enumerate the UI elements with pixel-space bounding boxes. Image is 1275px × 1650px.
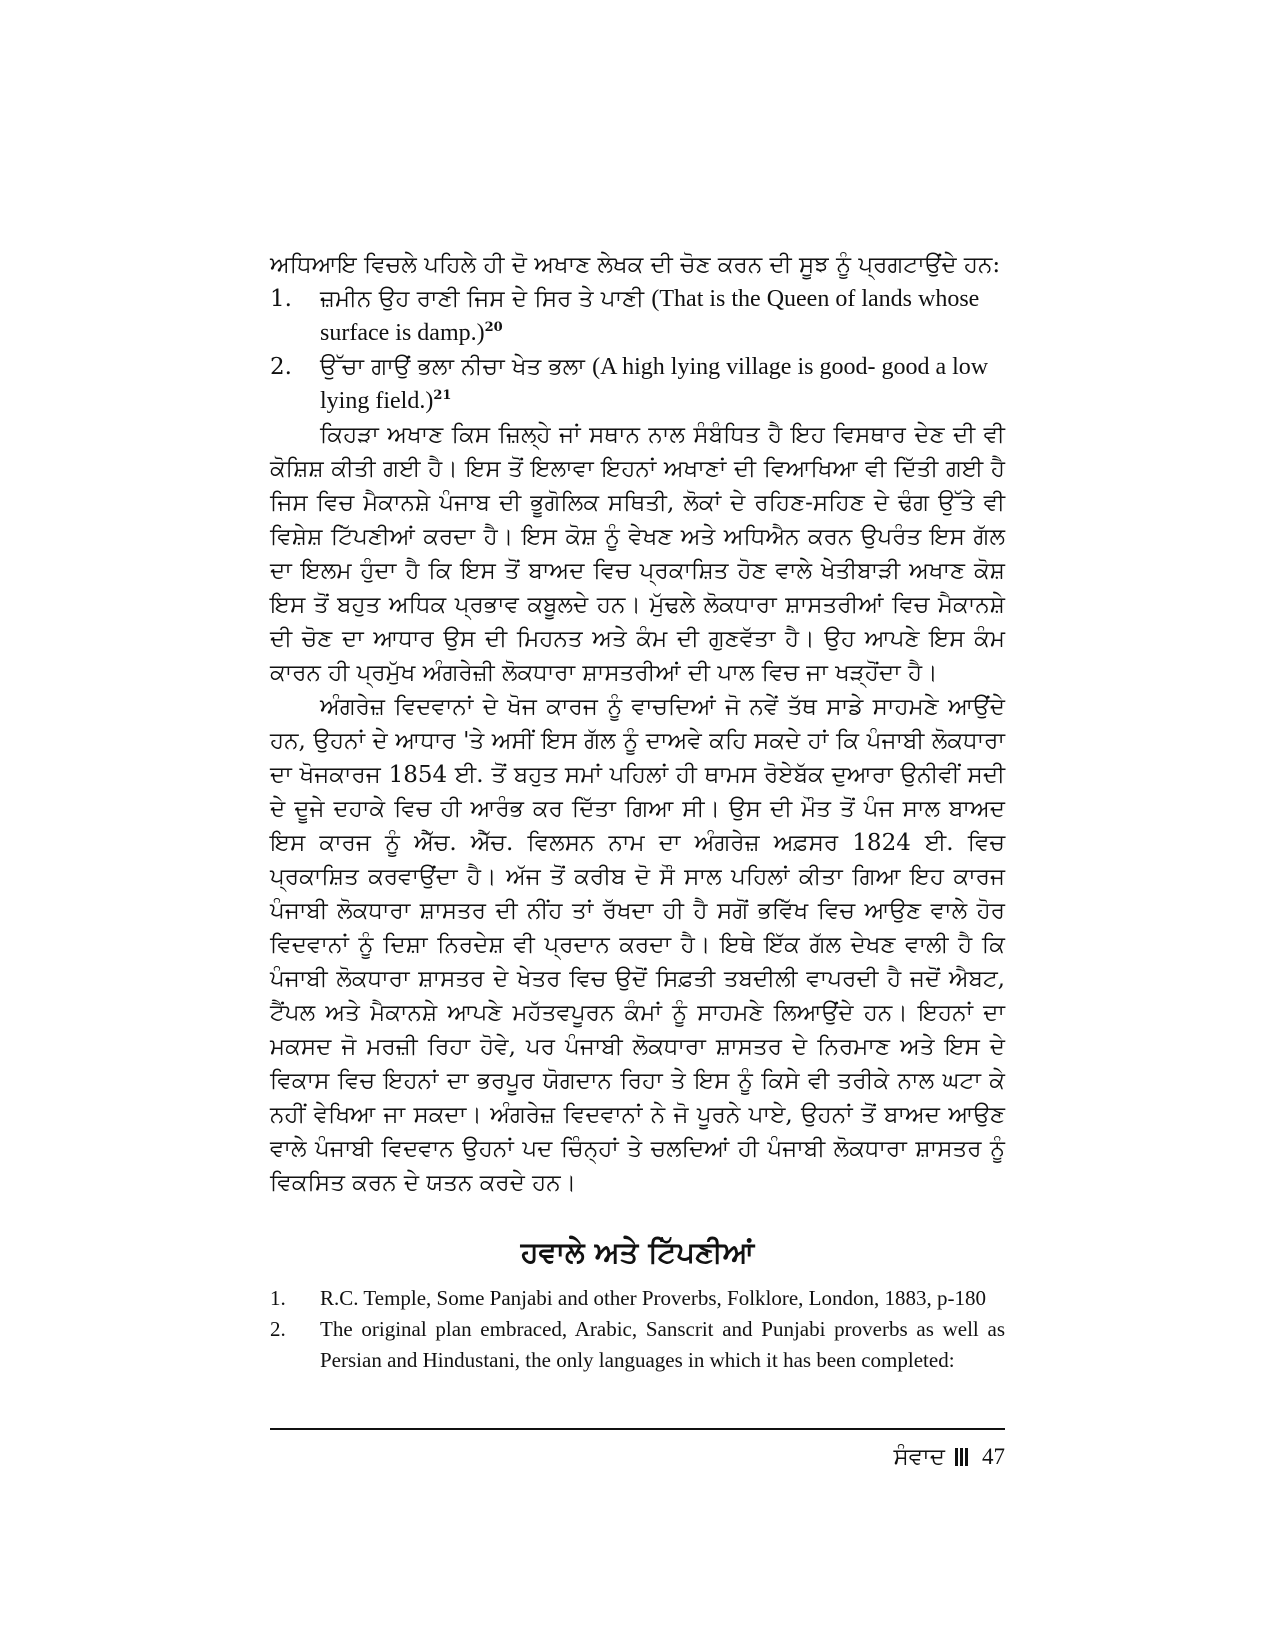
proverb-text — [320, 350, 1005, 418]
proverb-punjabi: ਜ਼ਮੀਨ ਉਹ ਰਾਣੀ ਜਿਸ ਦੇ ਸਿਰ ਤੇ ਪਾਣੀ — [320, 286, 645, 312]
proverb-translation: (A high lying village is good- good a low lying field.) — [320, 354, 989, 414]
page-footer — [893, 1440, 1005, 1474]
footnote-marker: 20 — [484, 320, 503, 335]
proverb-text — [320, 282, 1005, 350]
reference-item — [270, 1314, 1005, 1376]
proverb-number: 2. — [270, 354, 292, 380]
proverb-translation: (That is the Queen of lands whose surface is damp.) — [320, 286, 980, 346]
body-paragraph: ਅੰਗਰੇਜ਼ ਵਿਦਵਾਨਾਂ ਦੇ ਖੋਜ ਕਾਰਜ ਨੂੰ ਵਾਚਦਿਆਂ ਜੋ ਨਵੇਂ ਤੱਥ ਸਾਡੇ ਸਾਹਮਣੇ ਆਉਂਦੇ ਹਨ, ਉਹਨਾਂ ਦੇ ਆਧਾਰ 'ਤੇ ਅਸੀਂ ਇਸ ਗੱਲ ਨੂੰ ਦਾਅਵੇ ਕਹਿ ਸਕਦੇ ਹਾਂ ਕਿ ਪੰਜਾਬੀ ਲੋਕਧਾਰਾ ਦਾ ਖੋਜਕਾਰਜ 1854 ਈ. ਤੋਂ ਬਹੁਤ ਸਮਾਂ ਪਹਿਲਾਂ ਹੀ ਥਾਮਸ ਰੋਏਬੱਕ ਦੁਆਰਾ ਉਨੀਵੀਂ ਸਦੀ ਦੇ ਦੂਜੇ ਦਹਾਕੇ ਵਿਚ ਹੀ ਆਰੰਭ ਕਰ ਦਿੱਤਾ ਗਿਆ ਸੀ। ਉਸ ਦੀ ਮੌਤ ਤੋਂ ਪੰਜ ਸਾਲ ਬਾਅਦ ਇਸ ਕਾਰਜ ਨੂੰ ਐੱਚ. ਐੱਚ. ਵਿਲਸਨ ਨਾਮ ਦਾ ਅੰਗਰੇਜ਼ ਅਫ਼ਸਰ 1824 ਈ. ਵਿਚ ਪ੍ਰਕਾਸ਼ਿਤ ਕਰਵਾਉਂਦਾ ਹੈ। ਅੱਜ ਤੋਂ ਕਰੀਬ ਦੋ ਸੌ ਸਾਲ ਪਹਿਲਾਂ ਕੀਤਾ ਗਿਆ ਇਹ ਕਾਰਜ ਪੰਜਾਬੀ ਲੋਕਧਾਰਾ ਸ਼ਾਸਤਰ ਦੀ ਨੀਂਹ ਤਾਂ ਰੱਖਦਾ ਹੀ ਹੈ ਸਗੋਂ ਭਵਿੱਖ ਵਿਚ ਆਉਣ ਵਾਲੇ ਹੋਰ ਵਿਦਵਾਨਾਂ ਨੂੰ ਦਿਸ਼ਾ ਨਿਰਦੇਸ਼ ਵੀ ਪ੍ਰਦਾਨ ਕਰਦਾ ਹੈ। ਇਥੇ ਇੱਕ ਗੱਲ ਦੇਖਣ ਵਾਲੀ ਹੈ ਕਿ ਪੰਜਾਬੀ ਲੋਕਧਾਰਾ ਸ਼ਾਸਤਰ ਦੇ ਖੇਤਰ ਵਿਚ ਉਦੋਂ ਸਿਫ਼ਤੀ ਤਬਦੀਲੀ ਵਾਪਰਦੀ ਹੈ ਜਦੋਂ ਐਬਟ, ਟੈਂਪਲ ਅਤੇ ਮੈਕਾਨਸ਼ੇ ਆਪਣੇ ਮਹੱਤਵਪੂਰਨ ਕੰਮਾਂ ਨੂੰ ਸਾਹਮਣੇ ਲਿਆਉਂਦੇ ਹਨ। ਇਹਨਾਂ ਦਾ ਮਕਸਦ ਜੋ ਮਰਜ਼ੀ ਰਿਹਾ ਹੋਵੇ, ਪਰ ਪੰਜਾਬੀ ਲੋਕਧਾਰਾ ਸ਼ਾਸਤਰ ਦੇ ਨਿਰਮਾਣ ਅਤੇ ਇਸ ਦੇ ਵਿਕਾਸ ਵਿਚ ਇਹਨਾਂ ਦਾ ਭਰਪੂਰ ਯੋਗਦਾਨ ਰਿਹਾ ਤੇ ਇਸ ਨੂੰ ਕਿਸੇ ਵੀ ਤਰੀਕੇ ਨਾਲ ਘਟਾ ਕੇ ਨਹੀਂ ਵੇਖਿਆ ਜਾ ਸਕਦਾ। ਅੰਗਰੇਜ਼ ਵਿਦਵਾਨਾਂ ਨੇ ਜੋ ਪੂਰਨੇ ਪਾਏ, ਉਹਨਾਂ ਤੋਂ ਬਾਅਦ ਆਉਣ ਵਾਲੇ ਪੰਜਾਬੀ ਵਿਦਵਾਨ ਉਹਨਾਂ ਪਦ ਚਿੰਨ੍ਹਾਂ ਤੇ ਚਲਦਿਆਂ ਹੀ ਪੰਜਾਬੀ ਲੋਕਧਾਰਾ ਸ਼ਾਸਤਰ ਨੂੰ ਵਿਕਸਿਤ ਕਰਨ ਦੇ ਯਤਨ ਕਰਦੇ ਹਨ। — [270, 694, 1005, 1196]
reference-number: 1. — [270, 1286, 286, 1310]
reference-item — [270, 1283, 1005, 1314]
proverb-item — [270, 350, 1005, 418]
footnote-marker: 21 — [433, 388, 452, 403]
proverb-punjabi: ਉੱਚਾ ਗਾਉਂ ਭਲਾ ਨੀਚਾ ਖੇਤ ਭਲਾ — [320, 354, 585, 380]
journal-name: ਸੰਵਾਦ — [893, 1444, 945, 1470]
reference-text: The original plan embraced, Arabic, Sanscrit and Punjabi proverbs as well as Persian and Hindustani, the only languages in which it has been completed: — [320, 1317, 1005, 1372]
bars-ornament-icon — [955, 1448, 968, 1466]
proverb-item — [270, 282, 1005, 350]
footer-rule — [270, 1428, 1005, 1430]
body-paragraph: ਕਿਹੜਾ ਅਖਾਣ ਕਿਸ ਜ਼ਿਲ੍ਹੇ ਜਾਂ ਸਥਾਨ ਨਾਲ ਸੰਬੰਧਿਤ ਹੈ ਇਹ ਵਿਸਥਾਰ ਦੇਣ ਦੀ ਵੀ ਕੋਸ਼ਿਸ਼ ਕੀਤੀ ਗਈ ਹੈ। ਇਸ ਤੋਂ ਇਲਾਵਾ ਇਹਨਾਂ ਅਖਾਣਾਂ ਦੀ ਵਿਆਖਿਆ ਵੀ ਦਿੱਤੀ ਗਈ ਹੈ ਜਿਸ ਵਿਚ ਮੈਕਾਨਸ਼ੇ ਪੰਜਾਬ ਦੀ ਭੂਗੋਲਿਕ ਸਥਿਤੀ, ਲੋਕਾਂ ਦੇ ਰਹਿਣ-ਸਹਿਣ ਦੇ ਢੰਗ ਉੱਤੇ ਵੀ ਵਿਸ਼ੇਸ਼ ਟਿੱਪਣੀਆਂ ਕਰਦਾ ਹੈ। ਇਸ ਕੋਸ਼ ਨੂੰ ਵੇਖਣ ਅਤੇ ਅਧਿਐਨ ਕਰਨ ਉਪਰੰਤ ਇਸ ਗੱਲ ਦਾ ਇਲਮ ਹੁੰਦਾ ਹੈ ਕਿ ਇਸ ਤੋਂ ਬਾਅਦ ਵਿਚ ਪ੍ਰਕਾਸ਼ਿਤ ਹੋਣ ਵਾਲੇ ਖੇਤੀਬਾੜੀ ਅਖਾਣ ਕੋਸ਼ ਇਸ ਤੋਂ ਬਹੁਤ ਅਧਿਕ ਪ੍ਰਭਾਵ ਕਬੂਲਦੇ ਹਨ। ਮੁੱਢਲੇ ਲੋਕਧਾਰਾ ਸ਼ਾਸਤਰੀਆਂ ਵਿਚ ਮੈਕਾਨਸ਼ੇ ਦੀ ਚੋਣ ਦਾ ਆਧਾਰ ਉਸ ਦੀ ਮਿਹਨਤ ਅਤੇ ਕੰਮ ਦੀ ਗੁਣਵੱਤਾ ਹੈ। ਉਹ ਆਪਣੇ ਇਸ ਕੰਮ ਕਾਰਨ ਹੀ ਪ੍ਰਮੁੱਖ ਅੰਗਰੇਜ਼ੀ ਲੋਕਧਾਰਾ ਸ਼ਾਸਤਰੀਆਂ ਦੀ ਪਾਲ ਵਿਚ ਜਾ ਖੜ੍ਹੋਂਦਾ ਹੈ। — [270, 422, 1005, 686]
page-number: 47 — [982, 1444, 1005, 1469]
reference-number: 2. — [270, 1317, 286, 1341]
references-list — [270, 1283, 1005, 1376]
references-heading: ਹਵਾਲੇ ਅਤੇ ਟਿੱਪਣੀਆਂ — [520, 1235, 755, 1269]
body-text — [270, 248, 1005, 1200]
reference-text: R.C. Temple, Some Panjabi and other Proverbs, Folklore, London, 1883, p-180 — [320, 1286, 986, 1310]
intro-sentence: ਅਧਿਆਇ ਵਿਚਲੇ ਪਹਿਲੇ ਹੀ ਦੋ ਅਖਾਣ ਲੇਖਕ ਦੀ ਚੋਣ ਕਰਨ ਦੀ ਸੂਝ ਨੂੰ ਪ੍ਰਗਟਾਉਂਦੇ ਹਨ: — [270, 252, 1001, 278]
proverb-number: 1. — [270, 286, 292, 312]
